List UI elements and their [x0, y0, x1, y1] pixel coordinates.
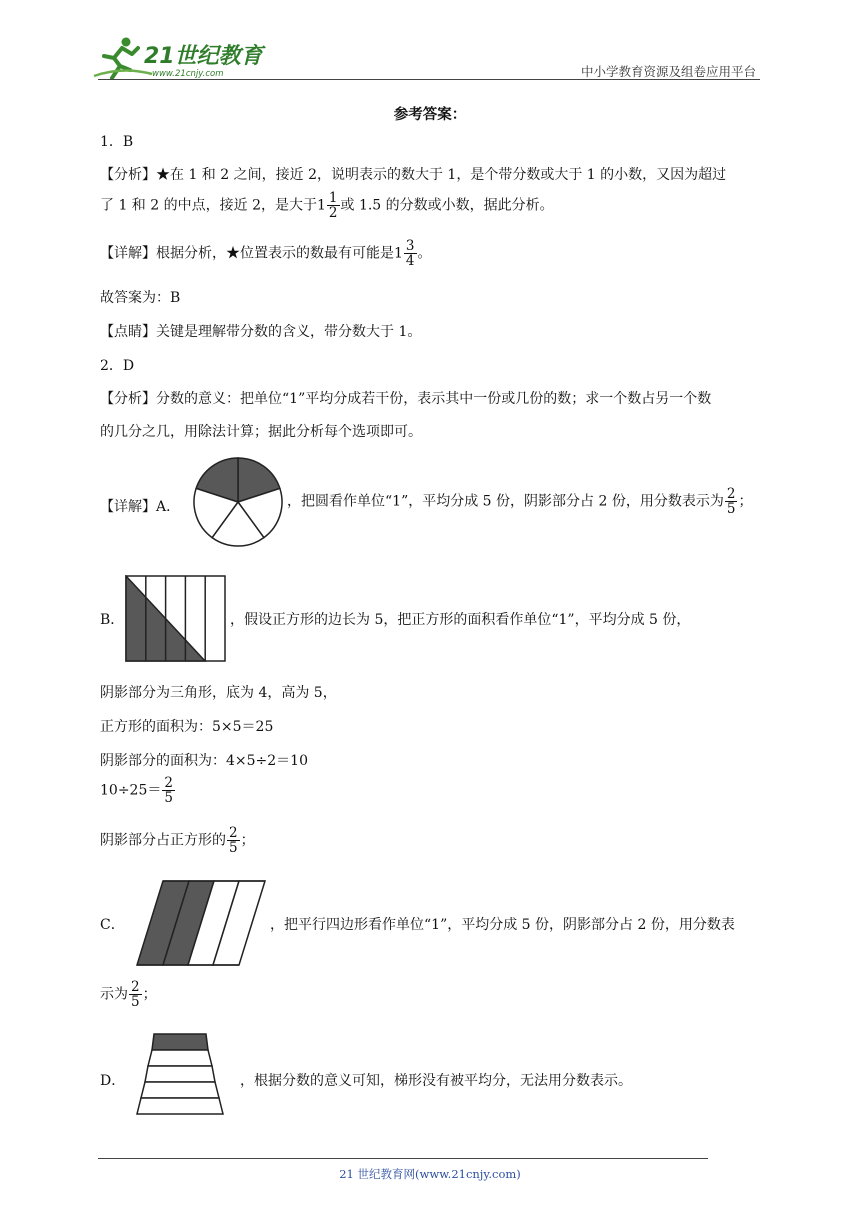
q2-b-line5: 阴影部分占正方形的 $\frac{2}{5}$ ；: [100, 825, 255, 857]
parallelogram-figure: [135, 880, 267, 966]
q2-analysis-line1: 【分析】分数的意义：把单位“1”平均分成若干份，表示其中一份或几份的数；求一个数占另一个数: [100, 391, 712, 407]
fraction: $\frac{2}{5}$: [164, 775, 173, 807]
fraction: $\frac{2}{5}$: [726, 486, 736, 518]
q1-analysis-line2: 了 1 和 2 的中点，接近 2，是大于1 $\frac{1}{2}$ 或 1.5 的分数或小数，据此分析。: [100, 190, 554, 222]
header-divider: [98, 79, 760, 80]
square-figure: [125, 575, 227, 663]
q1-tip: 【点睛】关键是理解带分数的含义，带分数大于 1。: [100, 324, 422, 340]
q2-d-text: ，根据分数的意义可知，梯形没有被平均分，无法用分数表示。: [240, 1073, 632, 1089]
q1-answer: 1．B: [100, 134, 134, 150]
logo-text: 21世纪教育: [144, 44, 263, 69]
q2-answer: 2．D: [100, 358, 135, 374]
q1-analysis-line1: 【分析】★在 1 和 2 之间，接近 2，说明表示的数大于 1，是个带分数或大于 1 的小数，又因为超过: [100, 167, 727, 183]
logo-url: www.21cnjy.com: [152, 69, 224, 79]
fraction: $\frac{3}{4}$: [405, 238, 415, 270]
footer-divider: [98, 1158, 708, 1159]
q2-b-text: ，假设正方形的边长为 5，把正方形的面积看作单位“1”，平均分成 5 份，: [230, 612, 691, 628]
page-title: 参考答案：: [393, 106, 467, 123]
q2-a-label: 【详解】A．: [100, 499, 181, 515]
circle-figure: [192, 456, 284, 548]
site-name: 中小学教育资源及组卷应用平台: [580, 64, 756, 79]
footer-text: 21 世纪教育网(www.21cnjy.com): [339, 1167, 521, 1181]
q2-analysis-line2: 的几分之几，用除法计算；据此分析每个选项即可。: [100, 424, 422, 440]
fraction: $\frac{2}{5}$: [229, 825, 238, 857]
q1-detail: 【详解】根据分析，★位置表示的数最有可能是1 $\frac{3}{4}$ 。: [100, 238, 432, 270]
site-logo: [92, 36, 267, 82]
fraction: $\frac{1}{2}$: [328, 190, 338, 222]
fraction: $\frac{2}{5}$: [131, 979, 140, 1011]
q2-c-text: ，把平行四边形看作单位“1”，平均分成 5 份，阴影部分占 2 份，用分数表: [270, 917, 735, 933]
q2-c-label: C．: [100, 917, 125, 933]
q2-c-cont: 示为 $\frac{2}{5}$ ；: [100, 979, 157, 1011]
q2-d-label: D．: [100, 1073, 126, 1089]
q2-a-text: ，把圆看作单位“1”，平均分成 5 份，阴影部分占 2 份，用分数表示为 $\frac{2}{5}$ ；: [287, 486, 753, 518]
q2-b-line2: 正方形的面积为：5×5＝25: [100, 719, 274, 735]
q2-b-line1: 阴影部分为三角形，底为 4，高为 5，: [100, 685, 337, 701]
q1-final-answer: 故答案为：B: [100, 290, 181, 306]
q2-b-label: B．: [100, 612, 125, 628]
q2-b-line4: 10÷25＝ $\frac{2}{5}$: [100, 775, 173, 807]
q2-b-line3: 阴影部分的面积为：4×5÷2＝10: [100, 753, 308, 769]
trapezoid-figure: [136, 1033, 224, 1115]
